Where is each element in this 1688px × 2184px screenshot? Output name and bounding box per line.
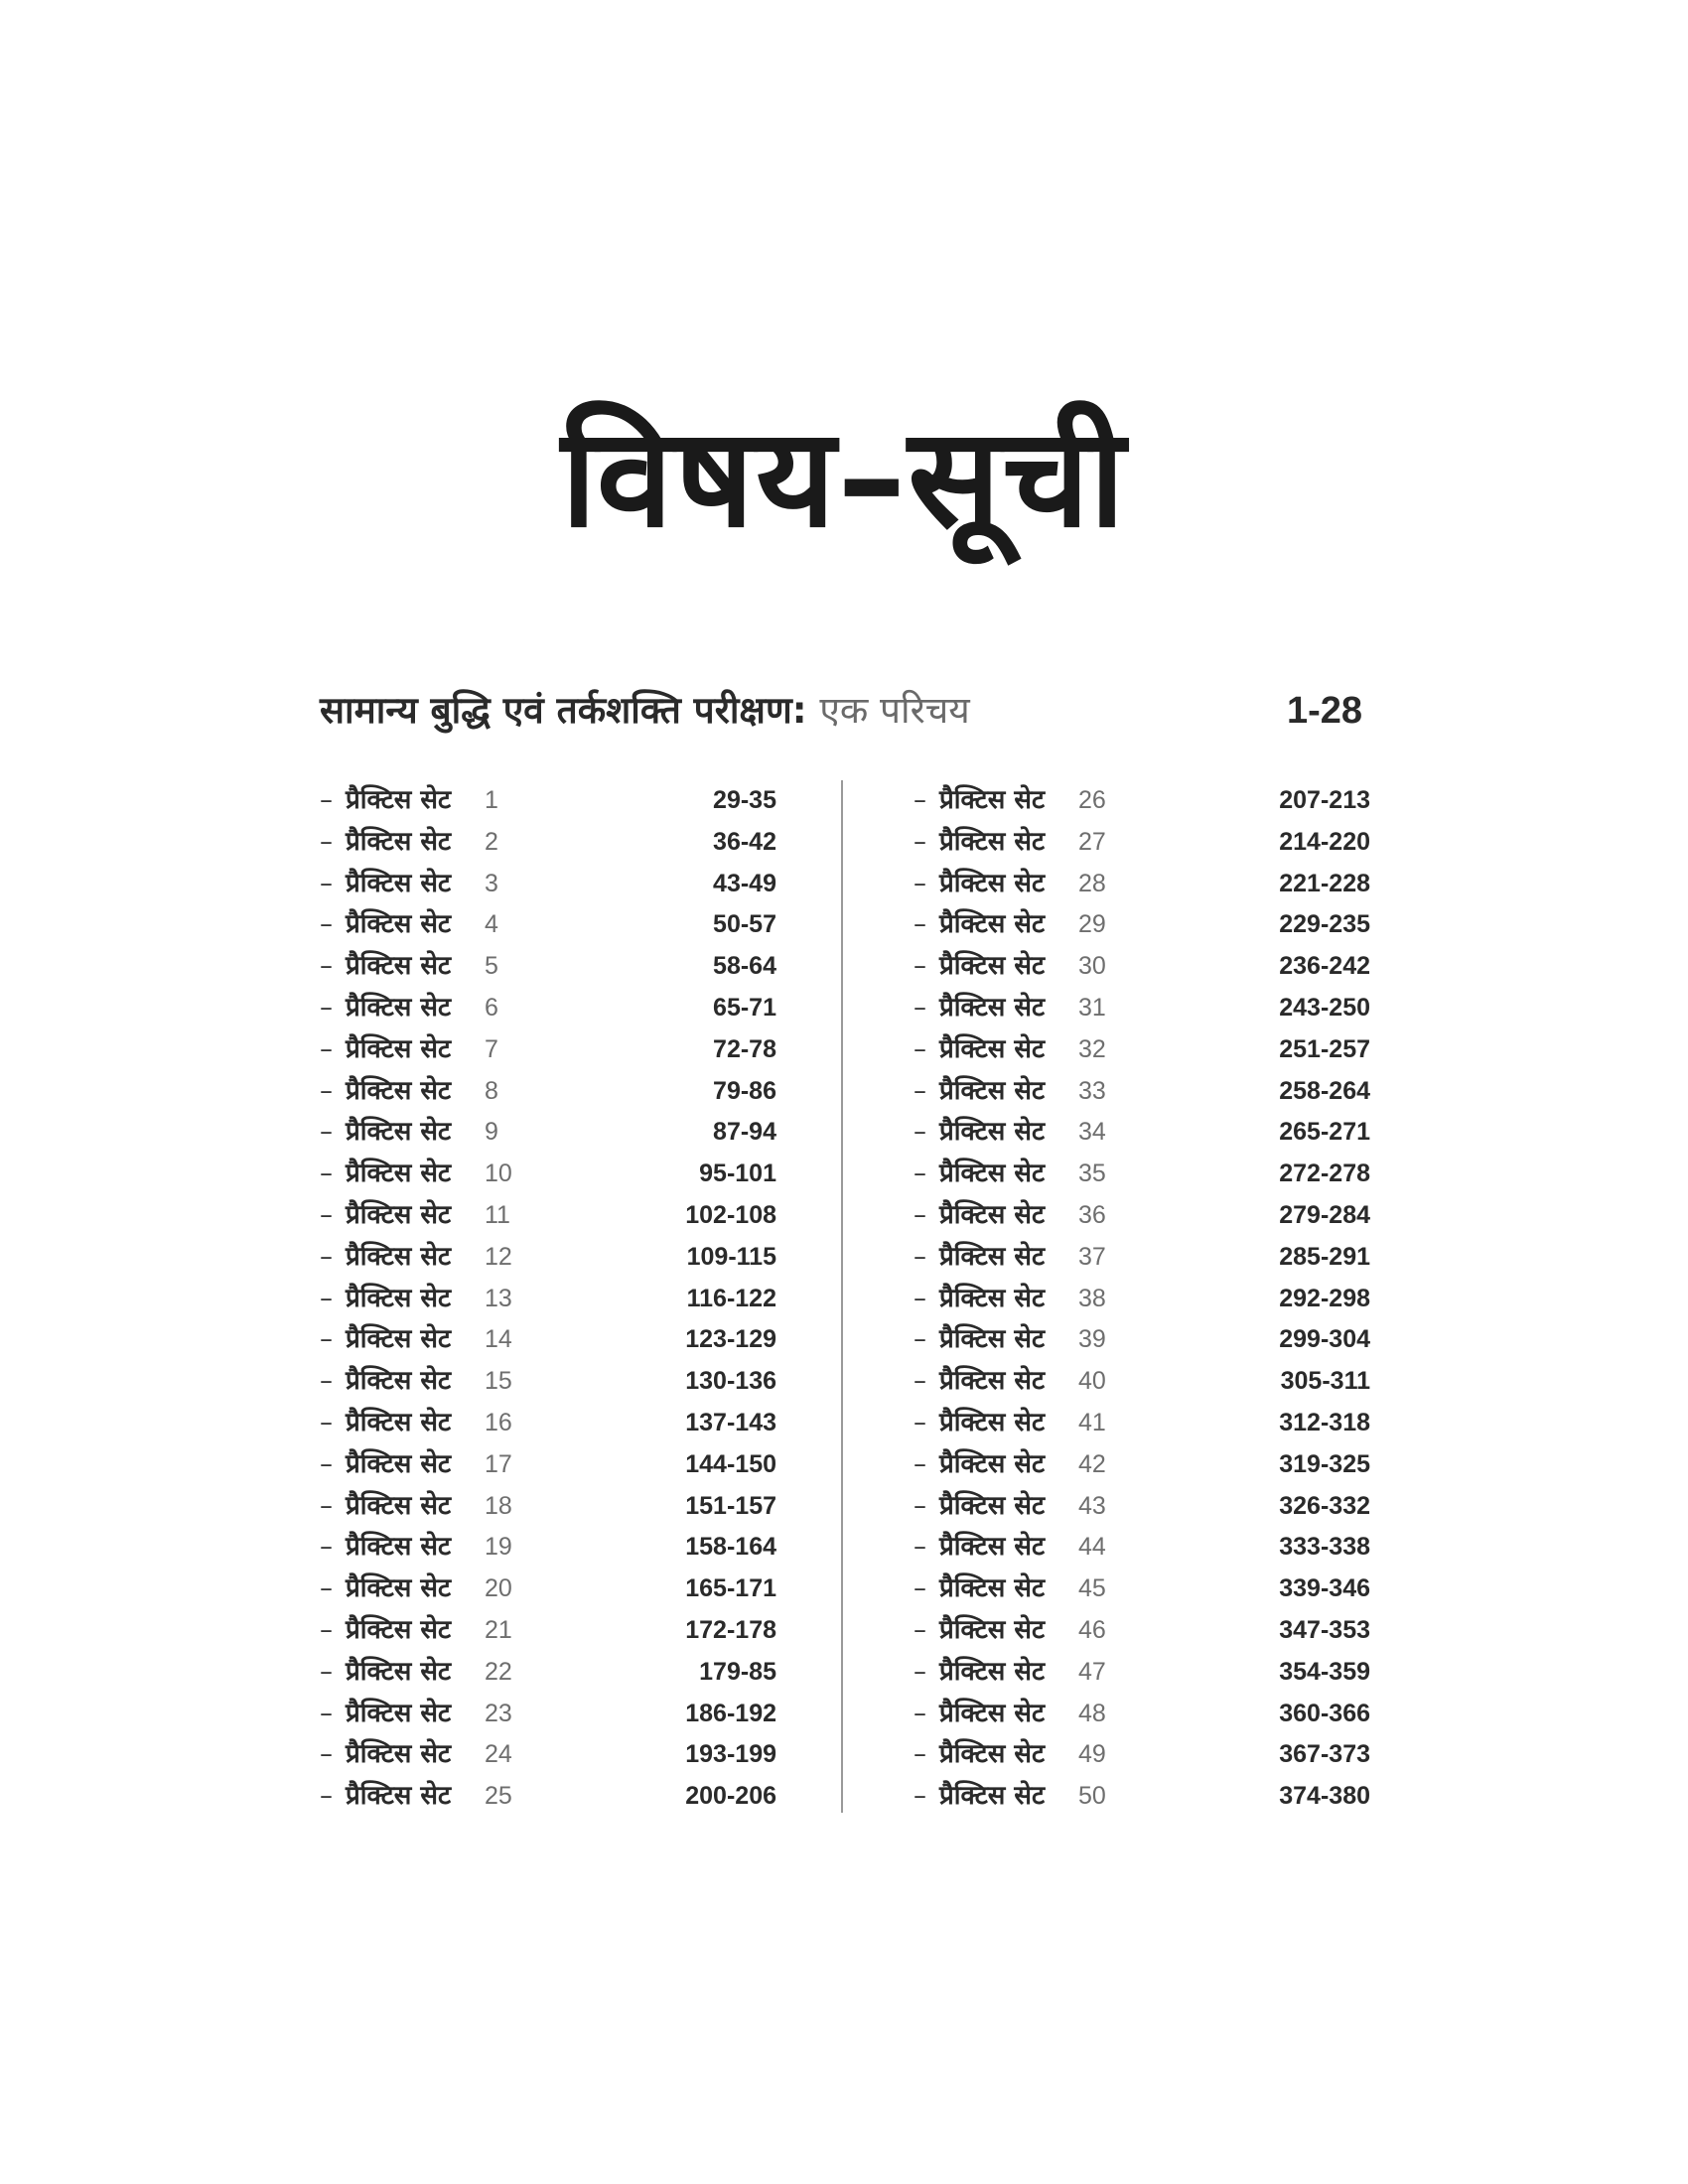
- toc-entry: [320, 1403, 776, 1444]
- toc-entry-number: 34: [1078, 1118, 1106, 1147]
- toc-entry-dash: –: [320, 1241, 333, 1272]
- toc-entry: [914, 1319, 1370, 1361]
- toc-entry: [320, 822, 776, 864]
- toc-entry-dash: –: [320, 1614, 333, 1645]
- toc-entry-dash: –: [320, 951, 333, 982]
- toc-entry-label: प्रैक्टिस सेट: [939, 1573, 1046, 1604]
- toc-entry: [914, 1486, 1370, 1528]
- toc-entry: [914, 1694, 1370, 1735]
- toc-entry: [320, 1486, 776, 1528]
- toc-entry-dash: –: [914, 1573, 926, 1604]
- toc-entry-label: प्रैक्टिस सेट: [346, 1490, 452, 1521]
- toc-entry-pages: 312-318: [1279, 1408, 1370, 1436]
- toc-entry-dash: –: [320, 868, 333, 898]
- toc-entry-dash: –: [914, 1241, 926, 1272]
- toc-entry-pages: 79-86: [713, 1076, 776, 1105]
- toc-entry-label: प्रैक्टिस सेट: [939, 1656, 1046, 1687]
- toc-entry-dash: –: [320, 1448, 333, 1479]
- toc-left-column: [320, 780, 776, 1818]
- toc-entry-dash: –: [914, 868, 926, 898]
- toc-entry: [320, 780, 776, 822]
- toc-entry-pages: 360-366: [1279, 1699, 1370, 1727]
- toc-entry: [914, 1734, 1370, 1776]
- toc-entry: [320, 1734, 776, 1776]
- toc-entry-dash: –: [914, 1656, 926, 1687]
- toc-entry-pages: 179-85: [699, 1657, 776, 1686]
- toc-entry-dash: –: [914, 826, 926, 857]
- toc-entry-dash: –: [320, 1199, 333, 1230]
- toc-entry-dash: –: [914, 785, 926, 815]
- toc-entry-dash: –: [320, 1573, 333, 1604]
- section-heading: [320, 683, 1362, 743]
- toc-entry: [320, 946, 776, 988]
- toc-entry-pages: 200-206: [685, 1782, 776, 1811]
- toc-right-column: [914, 780, 1370, 1818]
- toc-entry-dash: –: [914, 1532, 926, 1563]
- toc-entry-label: प्रैक्टिस सेट: [939, 1199, 1046, 1230]
- toc-entry-pages: 193-199: [685, 1740, 776, 1769]
- toc-entry: [320, 1195, 776, 1237]
- toc-entry-number: 45: [1078, 1574, 1106, 1603]
- toc-entry-dash: –: [914, 1490, 926, 1521]
- toc-entry: [914, 864, 1370, 905]
- toc-entry-number: 20: [485, 1574, 512, 1603]
- toc-entry-pages: 102-108: [685, 1200, 776, 1229]
- toc-entry-label: प्रैक्टिस सेट: [939, 951, 1046, 982]
- toc-entry: [914, 1237, 1370, 1279]
- toc-entry-dash: –: [914, 992, 926, 1023]
- toc-entry-label: प्रैक्टिस सेट: [939, 1117, 1046, 1148]
- toc-entry-dash: –: [914, 1117, 926, 1148]
- toc-entry: [914, 1195, 1370, 1237]
- toc-entry: [914, 1403, 1370, 1444]
- toc-entry-number: 48: [1078, 1699, 1106, 1727]
- toc-entry: [914, 1652, 1370, 1694]
- toc-entry-number: 25: [485, 1782, 512, 1811]
- toc-entry-pages: 109-115: [686, 1242, 776, 1271]
- toc-entry-number: 13: [485, 1284, 512, 1312]
- toc-entry-number: 41: [1078, 1408, 1106, 1436]
- toc-entry-dash: –: [914, 1698, 926, 1728]
- toc-entry-label: प्रैक्टिस सेट: [939, 909, 1046, 940]
- toc-entry-number: 49: [1078, 1740, 1106, 1769]
- toc-entry-label: प्रैक्टिस सेट: [346, 1614, 452, 1645]
- toc-entry-number: 12: [485, 1242, 512, 1271]
- toc-entry: [320, 1569, 776, 1610]
- toc-entry-dash: –: [320, 1117, 333, 1148]
- toc-entry: [914, 946, 1370, 988]
- toc-entry-dash: –: [914, 1407, 926, 1437]
- toc-entry-pages: 130-136: [685, 1367, 776, 1396]
- toc-entry-pages: 87-94: [713, 1118, 776, 1147]
- toc-entry-label: प्रैक्टिस सेट: [939, 1490, 1046, 1521]
- toc-entry-pages: 279-284: [1279, 1200, 1370, 1229]
- toc-entry-label: प्रैक्टिस सेट: [346, 909, 452, 940]
- toc-entry-pages: 43-49: [713, 869, 776, 897]
- toc-entry-dash: –: [914, 1324, 926, 1355]
- toc-entry-number: 4: [485, 910, 498, 939]
- toc-entry-label: प्रैक्टिस सेट: [939, 1781, 1046, 1812]
- toc-entry-number: 32: [1078, 1034, 1106, 1063]
- toc-entry: [914, 1029, 1370, 1071]
- toc-entry: [320, 1444, 776, 1486]
- toc-entry-pages: 207-213: [1279, 786, 1370, 814]
- toc-entry-label: प्रैक्टिस सेट: [346, 1698, 452, 1728]
- toc-entry-number: 6: [485, 993, 498, 1022]
- toc-entry: [914, 1112, 1370, 1154]
- toc-entry-pages: 299-304: [1279, 1325, 1370, 1354]
- toc-entry-dash: –: [320, 1739, 333, 1770]
- toc-entry-label: प्रैक्टिस सेट: [939, 1033, 1046, 1064]
- toc-entry-dash: –: [914, 1739, 926, 1770]
- toc-entry: [320, 1361, 776, 1403]
- toc-entry-label: प्रैक्टिस सेट: [346, 1075, 452, 1106]
- toc-entry-number: 47: [1078, 1657, 1106, 1686]
- toc-entry-dash: –: [914, 1159, 926, 1189]
- toc-entry: [320, 864, 776, 905]
- toc-entry-pages: 123-129: [685, 1325, 776, 1354]
- toc-entry-number: 50: [1078, 1782, 1106, 1811]
- toc-entry-number: 16: [485, 1408, 512, 1436]
- toc-entry-dash: –: [320, 1490, 333, 1521]
- toc-entry-label: प्रैक्टिस सेट: [939, 1407, 1046, 1437]
- toc-entry-number: 15: [485, 1367, 512, 1396]
- toc-entry-label: प्रैक्टिस सेट: [346, 1283, 452, 1313]
- toc-entry: [320, 988, 776, 1029]
- toc-entry-pages: 265-271: [1279, 1118, 1370, 1147]
- toc-entry: [914, 1776, 1370, 1818]
- toc-entry-dash: –: [320, 1532, 333, 1563]
- toc-entry-dash: –: [320, 785, 333, 815]
- toc-entry-dash: –: [914, 1614, 926, 1645]
- toc-entry-label: प्रैक्टिस सेट: [939, 1366, 1046, 1397]
- toc-entry-label: प्रैक्टिस सेट: [939, 1532, 1046, 1563]
- toc-entry-dash: –: [320, 1283, 333, 1313]
- toc-entry-dash: –: [320, 909, 333, 940]
- toc-entry-number: 9: [485, 1118, 498, 1147]
- toc-entry-label: प्रैक्टिस सेट: [346, 1199, 452, 1230]
- toc-entry: [914, 1527, 1370, 1569]
- toc-entry-number: 8: [485, 1076, 498, 1105]
- toc-entry-dash: –: [914, 1448, 926, 1479]
- toc-entry-label: प्रैक्टिस सेट: [346, 1159, 452, 1189]
- toc-entry-dash: –: [320, 1698, 333, 1728]
- toc-entry-number: 46: [1078, 1615, 1106, 1644]
- toc-entry-label: प्रैक्टिस सेट: [346, 785, 452, 815]
- toc-entry-pages: 186-192: [685, 1699, 776, 1727]
- toc-entry: [914, 780, 1370, 822]
- toc-entry-number: 42: [1078, 1449, 1106, 1478]
- toc-entry: [914, 1444, 1370, 1486]
- toc-entry-number: 44: [1078, 1533, 1106, 1562]
- section-title-sub: एक परिचय: [819, 689, 970, 732]
- toc-entry-pages: 29-35: [713, 786, 776, 814]
- toc-entry-number: 7: [485, 1034, 498, 1063]
- toc-entry-pages: 305-311: [1280, 1367, 1370, 1396]
- toc-entry: [320, 1154, 776, 1195]
- toc-entry-pages: 285-291: [1279, 1242, 1370, 1271]
- toc-entry-number: 17: [485, 1449, 512, 1478]
- toc-entry: [914, 1071, 1370, 1113]
- toc-entry-pages: 354-359: [1279, 1657, 1370, 1686]
- toc-entry-pages: 172-178: [685, 1615, 776, 1644]
- toc-entry-pages: 347-353: [1279, 1615, 1370, 1644]
- toc-entry-number: 3: [485, 869, 498, 897]
- toc-entry: [914, 988, 1370, 1029]
- toc-entry-label: प्रैक्टिस सेट: [939, 1075, 1046, 1106]
- toc-entry-number: 5: [485, 952, 498, 981]
- toc-entry-pages: 144-150: [685, 1449, 776, 1478]
- toc-entry-label: प्रैक्टिस सेट: [346, 1324, 452, 1355]
- toc-entry-label: प्रैक्टिस सेट: [346, 1656, 452, 1687]
- toc-entry-number: 36: [1078, 1200, 1106, 1229]
- toc-entry-number: 14: [485, 1325, 512, 1354]
- toc-entry-label: प्रैक्टिस सेट: [346, 1407, 452, 1437]
- toc-entry-pages: 151-157: [685, 1491, 776, 1520]
- toc-entry-number: 18: [485, 1491, 512, 1520]
- toc-entry-number: 19: [485, 1533, 512, 1562]
- toc-entry-number: 10: [485, 1160, 512, 1188]
- toc-entry-label: प्रैक्टिस सेट: [346, 1366, 452, 1397]
- toc-entry: [914, 904, 1370, 946]
- toc-entry: [914, 1154, 1370, 1195]
- toc-entry-label: प्रैक्टिस सेट: [939, 868, 1046, 898]
- toc-entry-dash: –: [914, 1033, 926, 1064]
- toc-entry-label: प्रैक्टिस सेट: [346, 992, 452, 1023]
- toc-entry-dash: –: [320, 1033, 333, 1064]
- toc-entry-pages: 65-71: [713, 993, 776, 1022]
- toc-entry: [320, 1071, 776, 1113]
- toc-entry-number: 21: [485, 1615, 512, 1644]
- toc-entry-number: 33: [1078, 1076, 1106, 1105]
- toc-entry-label: प्रैक्टिस सेट: [939, 785, 1046, 815]
- toc-entry-label: प्रैक्टिस सेट: [346, 1448, 452, 1479]
- toc-entry-dash: –: [320, 1656, 333, 1687]
- toc-entry-dash: –: [914, 951, 926, 982]
- toc-entry-pages: 214-220: [1279, 827, 1370, 856]
- toc-entry-dash: –: [320, 1407, 333, 1437]
- toc-entry: [320, 1319, 776, 1361]
- toc-entry-number: 24: [485, 1740, 512, 1769]
- toc-entry-label: प्रैक्टिस सेट: [939, 1739, 1046, 1770]
- toc-entry-number: 37: [1078, 1242, 1106, 1271]
- toc-entry-label: प्रैक्टिस सेट: [346, 951, 452, 982]
- toc-entry-number: 30: [1078, 952, 1106, 981]
- toc-entry-pages: 50-57: [713, 910, 776, 939]
- toc-entry-label: प्रैक्टिस सेट: [939, 826, 1046, 857]
- toc-entry-number: 40: [1078, 1367, 1106, 1396]
- toc-entry-label: प्रैक्टिस सेट: [346, 826, 452, 857]
- toc-entry-pages: 72-78: [713, 1034, 776, 1063]
- toc-entry-label: प्रैक्टिस सेट: [939, 1698, 1046, 1728]
- toc-entry-dash: –: [320, 1324, 333, 1355]
- toc-entry-pages: 374-380: [1279, 1782, 1370, 1811]
- toc-entry: [914, 1279, 1370, 1320]
- section-title-main: सामान्य बुद्धि एवं तर्कशक्ति परीक्षण:: [320, 689, 807, 732]
- toc-entry-pages: 229-235: [1279, 910, 1370, 939]
- toc-entry-number: 29: [1078, 910, 1106, 939]
- toc-entry-pages: 258-264: [1279, 1076, 1370, 1105]
- toc-entry: [320, 1029, 776, 1071]
- toc-entry-pages: 326-332: [1279, 1491, 1370, 1520]
- toc-entry-dash: –: [320, 992, 333, 1023]
- toc-entry-pages: 221-228: [1279, 869, 1370, 897]
- toc-entry-label: प्रैक्टिस सेट: [939, 1324, 1046, 1355]
- toc-entry-label: प्रैक्टिस सेट: [346, 1117, 452, 1148]
- toc-entry-pages: 158-164: [685, 1533, 776, 1562]
- toc-entry-pages: 95-101: [699, 1160, 776, 1188]
- toc-entry: [320, 1279, 776, 1320]
- toc-entry-label: प्रैक्टिस सेट: [346, 1033, 452, 1064]
- toc-entry-number: 35: [1078, 1160, 1106, 1188]
- toc-entry-number: 23: [485, 1699, 512, 1727]
- toc-entry-number: 1: [485, 786, 498, 814]
- toc-entry: [320, 1652, 776, 1694]
- toc-entry: [914, 1361, 1370, 1403]
- toc-entry-pages: 272-278: [1279, 1160, 1370, 1188]
- section-pages: 1-28: [1286, 690, 1362, 732]
- toc-entry-dash: –: [320, 1075, 333, 1106]
- toc-entry: [914, 1569, 1370, 1610]
- toc-entry-dash: –: [320, 826, 333, 857]
- toc-entry-label: प्रैक्टिस सेट: [939, 1241, 1046, 1272]
- toc-entry-dash: –: [914, 1781, 926, 1812]
- toc-entry-label: प्रैक्टिस सेट: [939, 1159, 1046, 1189]
- toc-entry-pages: 116-122: [686, 1284, 776, 1312]
- toc-entry-dash: –: [914, 1283, 926, 1313]
- toc-entry: [320, 904, 776, 946]
- toc-entry: [320, 1237, 776, 1279]
- toc-entry-label: प्रैक्टिस सेट: [939, 1614, 1046, 1645]
- toc-entry-number: 31: [1078, 993, 1106, 1022]
- toc-entry: [320, 1776, 776, 1818]
- toc-entry-number: 43: [1078, 1491, 1106, 1520]
- toc-entry-number: 38: [1078, 1284, 1106, 1312]
- toc-entry-pages: 165-171: [685, 1574, 776, 1603]
- toc-entry-pages: 319-325: [1279, 1449, 1370, 1478]
- toc-entry-dash: –: [320, 1781, 333, 1812]
- toc-entry-number: 2: [485, 827, 498, 856]
- toc-entry-label: प्रैक्टिस सेट: [346, 868, 452, 898]
- toc-entry-number: 11: [485, 1200, 510, 1229]
- toc-entry-pages: 292-298: [1279, 1284, 1370, 1312]
- column-divider: [841, 780, 843, 1813]
- toc-entry-dash: –: [320, 1366, 333, 1397]
- toc-entry-pages: 58-64: [713, 952, 776, 981]
- toc-entry-dash: –: [320, 1159, 333, 1189]
- toc-entry-number: 39: [1078, 1325, 1106, 1354]
- toc-entry-pages: 339-346: [1279, 1574, 1370, 1603]
- toc-entry-label: प्रैक्टिस सेट: [346, 1241, 452, 1272]
- toc-entry-number: 26: [1078, 786, 1106, 814]
- toc-entry-label: प्रैक्टिस सेट: [346, 1739, 452, 1770]
- toc-entry-dash: –: [914, 909, 926, 940]
- toc-entry-dash: –: [914, 1366, 926, 1397]
- toc-entry: [320, 1610, 776, 1652]
- toc-entry-label: प्रैक्टिस सेट: [939, 1448, 1046, 1479]
- toc-entry-pages: 236-242: [1279, 952, 1370, 981]
- toc-entry-number: 27: [1078, 827, 1106, 856]
- toc-entry-label: प्रैक्टिस सेट: [346, 1532, 452, 1563]
- page-title: विषय–सूची: [561, 398, 1127, 558]
- toc-entry-number: 28: [1078, 869, 1106, 897]
- toc-entry-number: 22: [485, 1657, 512, 1686]
- toc-entry-label: प्रैक्टिस सेट: [939, 992, 1046, 1023]
- toc-entry-pages: 367-373: [1279, 1740, 1370, 1769]
- toc-entry: [320, 1527, 776, 1569]
- toc-entry: [320, 1112, 776, 1154]
- toc-entry-pages: 333-338: [1279, 1533, 1370, 1562]
- section-title: [320, 683, 970, 739]
- toc-entry-label: प्रैक्टिस सेट: [346, 1573, 452, 1604]
- toc-entry-pages: 251-257: [1279, 1034, 1370, 1063]
- toc-entry-pages: 36-42: [713, 827, 776, 856]
- toc-entry-label: प्रैक्टिस सेट: [939, 1283, 1046, 1313]
- toc-entry-pages: 243-250: [1279, 993, 1370, 1022]
- toc-entry-pages: 137-143: [685, 1408, 776, 1436]
- toc-entry-dash: –: [914, 1199, 926, 1230]
- toc-entry: [914, 822, 1370, 864]
- toc-entry: [320, 1694, 776, 1735]
- toc-entry-dash: –: [914, 1075, 926, 1106]
- toc-entry: [914, 1610, 1370, 1652]
- toc-entry-label: प्रैक्टिस सेट: [346, 1781, 452, 1812]
